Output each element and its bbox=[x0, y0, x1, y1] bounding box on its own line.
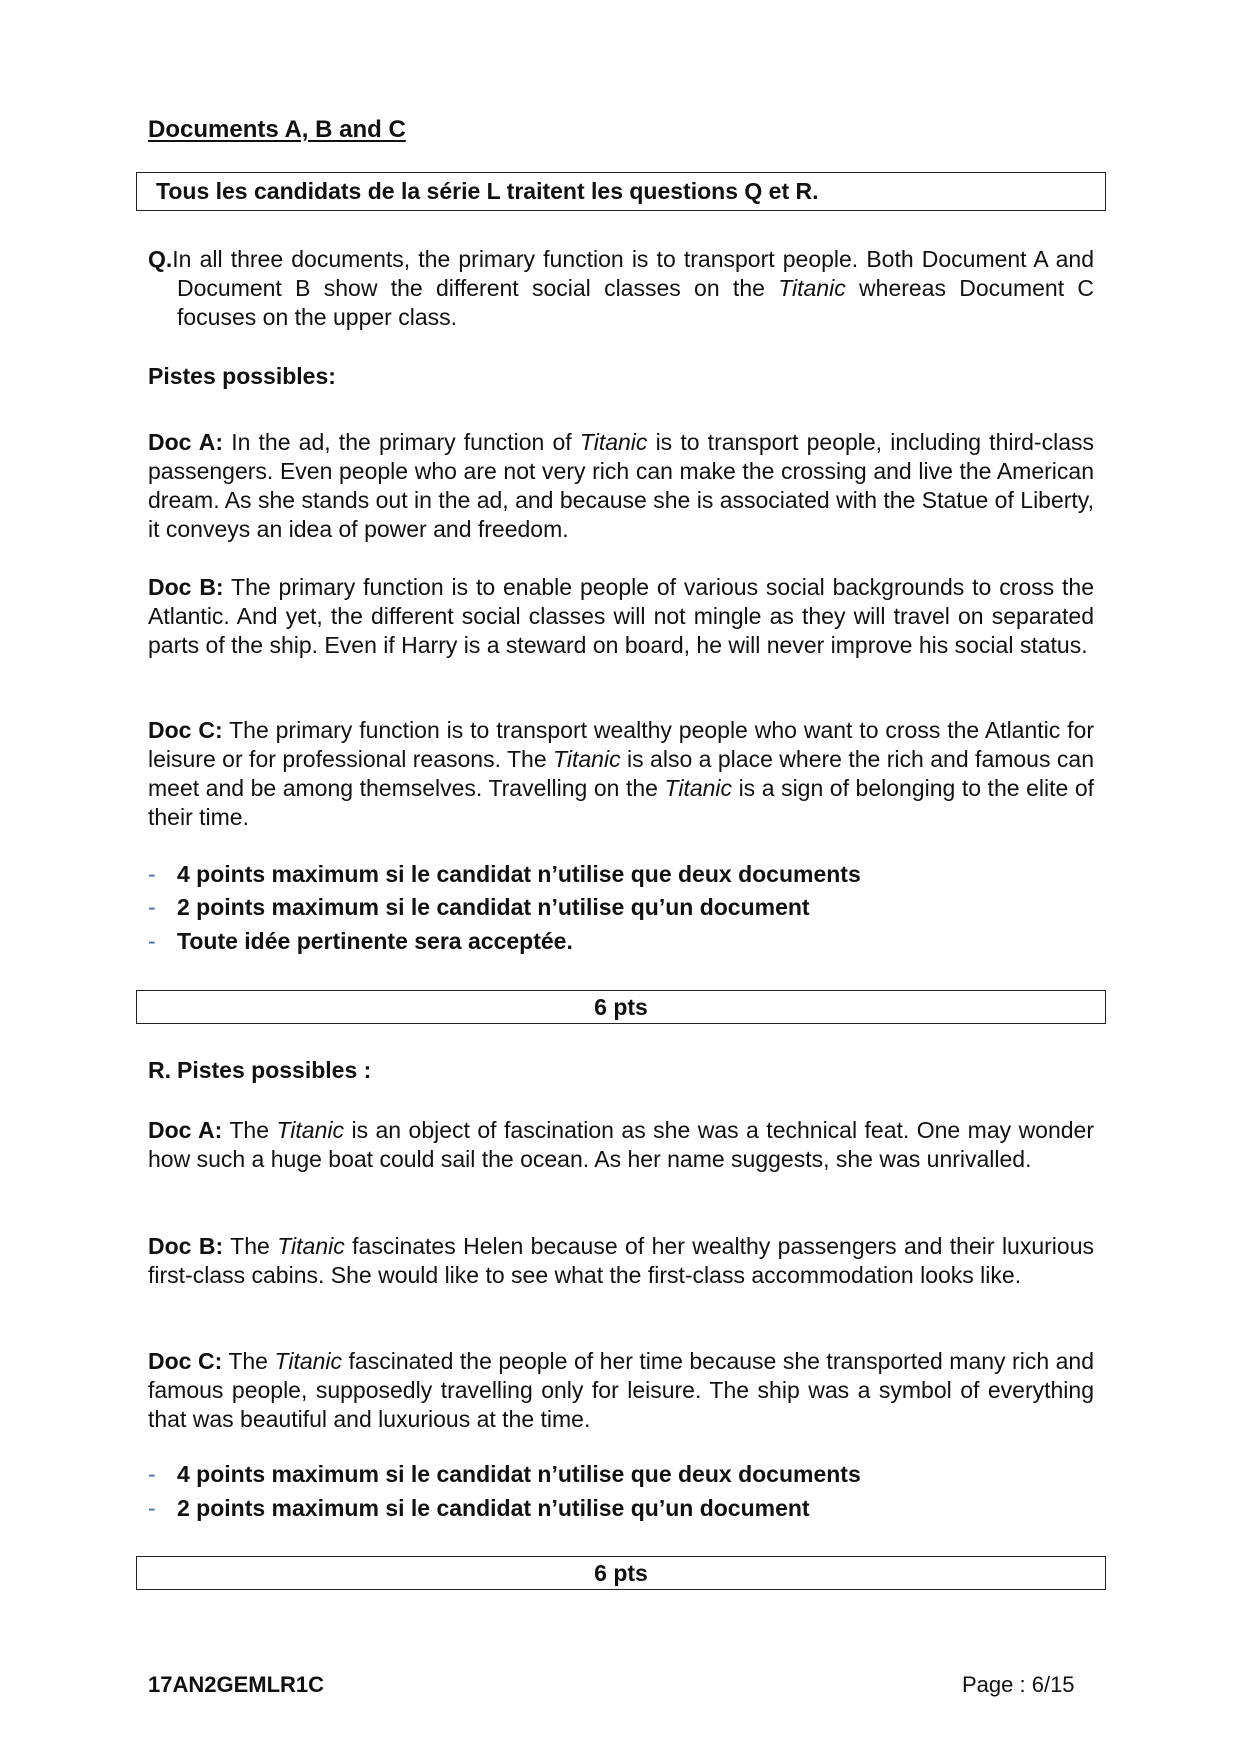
doc-label: Doc A: bbox=[148, 429, 224, 455]
question-q-text-end: whereas Document C focuses on the upper class. bbox=[177, 275, 1094, 330]
r-bullet-2 bbox=[148, 1494, 810, 1523]
q-points-box bbox=[136, 990, 1106, 1024]
question-q-text: In all three documents, the primary function is to transport people. Both Document A and Document B show the different social classes on the bbox=[172, 246, 1094, 301]
doc-text: The primary function is to transport wealthy people who want to cross the Atlantic for leisure or for professional reasons. The bbox=[148, 717, 1094, 772]
q-bullet-3 bbox=[148, 927, 573, 956]
doc-label: Doc B: bbox=[148, 574, 224, 600]
doc-text: fascinates Helen because of her wealthy passengers and their luxurious first-class cabins. She would like to see what the first-class accommodation looks like. bbox=[148, 1233, 1094, 1288]
page-number: Page : 6/15 bbox=[962, 1672, 1075, 1697]
q-bullet-2 bbox=[148, 893, 810, 922]
question-r-label: R. bbox=[148, 1057, 171, 1083]
doc-label: Doc C: bbox=[148, 717, 223, 743]
exam-code: 17AN2GEMLR1C bbox=[148, 1672, 325, 1697]
doc-text: fascinated the people of her time because she transported many rich and famous people, supposedly travelling only for leisure. The ship was a symbol of everything that was beautiful and luxurious at the time. bbox=[148, 1348, 1094, 1432]
q-bullet-1 bbox=[148, 860, 861, 889]
r-bullet-1 bbox=[148, 1460, 861, 1489]
doc-text: The primary function is to enable people of various social backgrounds to cross the Atlantic. And yet, the different social classes will not mingle as they will travel on separated parts of the ship. Even if Harry is a steward on board, he will never improve his social status. bbox=[148, 574, 1094, 658]
doc-text: is also a place where the rich and famous can meet and be among themselves. Travelling on the bbox=[148, 746, 1094, 801]
r-doc-c bbox=[148, 1347, 1094, 1434]
titanic-title: Titanic bbox=[274, 1348, 343, 1374]
bullet-text: 2 points maximum si le candidat n’utilise qu’un document bbox=[177, 1495, 810, 1521]
bullet-text: 2 points maximum si le candidat n’utilise qu’un document bbox=[177, 894, 810, 920]
doc-text: The bbox=[223, 1233, 278, 1259]
titanic-title: Titanic bbox=[579, 429, 648, 455]
bullet-dash: - bbox=[148, 928, 156, 954]
instruction-box bbox=[136, 172, 1106, 211]
pistes-heading-q: Pistes possibles: bbox=[148, 363, 336, 389]
section-heading: Documents A, B and C bbox=[148, 116, 406, 143]
question-q-label: Q. bbox=[148, 246, 173, 272]
bullet-dash: - bbox=[148, 1461, 156, 1487]
titanic-title: Titanic bbox=[778, 275, 846, 301]
r-doc-b bbox=[148, 1232, 1094, 1290]
r-points-box bbox=[136, 1556, 1106, 1590]
titanic-title: Titanic bbox=[276, 1117, 344, 1143]
question-q bbox=[148, 245, 1094, 332]
pistes-heading-r bbox=[148, 1057, 371, 1084]
titanic-title: Titanic bbox=[553, 746, 621, 772]
bullet-text: 4 points maximum si le candidat n’utilise que deux documents bbox=[177, 1461, 861, 1487]
titanic-title: Titanic bbox=[277, 1233, 345, 1259]
q-doc-a bbox=[148, 428, 1094, 544]
q-points: 6 pts bbox=[594, 994, 648, 1020]
bullet-dash: - bbox=[148, 861, 156, 887]
bullet-text: 4 points maximum si le candidat n’utilise que deux documents bbox=[177, 861, 861, 887]
q-doc-c bbox=[148, 716, 1094, 832]
doc-label: Doc B: bbox=[148, 1233, 224, 1259]
titanic-title: Titanic bbox=[664, 775, 733, 801]
doc-text: The bbox=[222, 1117, 277, 1143]
doc-text: The bbox=[222, 1348, 275, 1374]
bullet-text: Toute idée pertinente sera acceptée. bbox=[177, 928, 573, 954]
doc-text: is a sign of belonging to the elite of their time. bbox=[148, 775, 1094, 830]
doc-label: Doc C: bbox=[148, 1348, 223, 1374]
doc-label: Doc A: bbox=[148, 1117, 223, 1143]
instruction-text: Tous les candidats de la série L traitent les questions Q et R. bbox=[156, 178, 819, 204]
question-r-pistes: Pistes possibles : bbox=[177, 1057, 372, 1083]
bullet-dash: - bbox=[148, 1495, 156, 1521]
doc-text: is to transport people, including third-class passengers. Even people who are not very rich can make the crossing and live the American dream. As she stands out in the ad, and because she is associated with the Statue of Liberty, it conveys an idea of power and freedom. bbox=[148, 429, 1094, 542]
q-doc-b bbox=[148, 573, 1094, 660]
r-points: 6 pts bbox=[594, 1560, 648, 1586]
doc-text: is an object of fascination as she was a technical feat. One may wonder how such a huge boat could sail the ocean. As her name suggests, she was unrivalled. bbox=[148, 1117, 1094, 1172]
r-doc-a bbox=[148, 1116, 1094, 1174]
doc-text: In the ad, the primary function of bbox=[223, 429, 580, 455]
bullet-dash: - bbox=[148, 894, 156, 920]
